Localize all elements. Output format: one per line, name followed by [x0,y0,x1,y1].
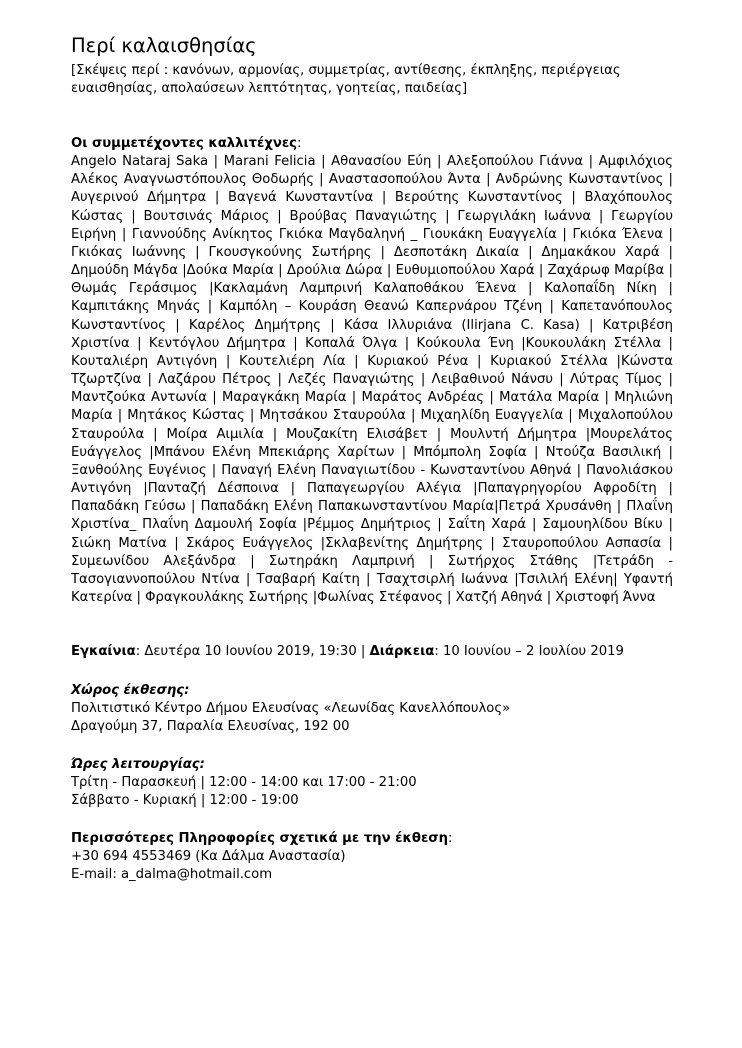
document-subtitle: [Σκέψεις περί : κανόνων, αρμονίας, συμμετρίας, αντίθεσης, έκπληξης, περιέργειας ευαισθησίας, απολαύσεων λεπτότητας, γοητείας, παιδείας] [71,63,621,96]
info-label: Περισσότερες Πληροφορίες σχετικά με την έκθεση [71,831,448,847]
info-heading [71,830,673,848]
artists-list: Angelo Nataraj Saka | Marani Felicia | Αθανασίου Εύη | Αλεξοπούλου Γιάννα | Αμφιλόχιος Αλέκος Αναγνωστόπουλος Θοδωρής | Αναστασοπούλου Άντα | Ανδρώνης Κωνσταντίνος | Αυγερινού Δήμητρα | Βαγενά Κωνσταντίνα | Βερούτης Κωνσταντίνος | Βλαχόπουλος Κώστας | Βουτσινάς Μάριος | Βρούβας Παναγιώτης | Γεωργιλάκη Ιωάννα | Γεωργίου Ειρήνη | Γιαννούδης Ανίκητος Γκιόκα Μαγδαληνή _ Γιουκάκη Ευαγγελία | Γκιόκα Έλενα | Γκιόκας Ιωάννης | Γκουσγκούνης Σωτήρης | Δεσποτάκη Δικαία | Δημακάκου Χαρά | Δημούδη Μάγδα |Δούκα Μαρία | Δρούλια Δώρα | Ευθυμιοπούλου Χαρά | Ζαχάρωφ Μαρίβα | Θωμάς Γεράσιμος |Κακλαμάνη Λαμπρινή Καλαποθάκου Έλενα | Καλοπαΐδη Νίκη | Καμπιτάκης Μηνάς | Καμπόλη – Κουράση Θεανώ Καπερνάρου Τζένη | Καπετανόπουλος Κωνσταντίνος | Καρέλος Δημήτρης | Κάσα Ιλλυριάνα (Ilirjana C. Kasa) | Κατριβέση Χριστίνα | Κεντόγλου Δήμητρα | Κοπαλά Όλγα | Κούκουλα Ένη |Κουκουλάκη Στέλλα | Κουταλιέρη Αντιγόνη | Κουτελιέρη Λία | Κυριακού Ρένα | Κυριακού Στέλλα |Κώνστα Τζωρτζίνα | Λαζάρου Πέτρος | Λεζές Παναγιώτης | Λειβαθινού Νάνσυ | Λύτρας Τίμος |Μαντζούκα Αντωνία | Μαραγκάκη Μαρία | Μαράτος Ανδρέας | Ματάλα Μαρία | Μηλιώνη Μαρία | Μητάκος Κώστας | Μητσάκου Σταυρούλα | Μιχαηλίδη Ευαγγελία | Μιχαλοπούλου Σταυρούλα | Μοίρα Αιμιλία | Μουζακίτη Ελισάβετ | Μουλντή Δήμητρα |Μουρελάτος Ευάγγελος |Μπάνου Ελένη Μπεκιάρης Χαρίτων | Μπόμπολη Σοφία | Ντούζα Βασιλική | Ξανθούλης Ευγένιος | Παναγή Ελένη Παναγιωτίδου - Κωνσταντίνου Αθηνά | Πανολιάσκου Αντιγόνη |Πανταζή Δέσποινα | Παπαγεωργίου Αλέγια |Παπαγρηγορίου Αφροδίτη | Παπαδάκη Γεύσω | Παπαδάκη Ελένη Παπακωνσταντίνου Μαρία|Πετρά Χρυσάνθη | Πλαΐνη Χριστίνα_ Πλαΐνη Δαμουλή Σοφία |Ρέμμος Δημήτριος | Σαΐτη Χαρά | Σαμουηλίδου Βίκυ | Σιώκη Ματίνα | Σκάρος Ευάγγελος |Σκλαβενίτης Δημήτρης | Σταυροπούλου Ασπασία | Συμεωνίδου Αλεξάνδρα | Σωτηράκη Λαμπρινή | Σωτήρχος Στάθης |Τετράδη - Τασογιαννοπούλου Ντίνα | Τσαβαρή Καίτη | Τσαχτσιρλή Ιωάννα |Τσιλιλή Ελένη| Υφαντή Κατερίνα | Φραγκουλάκης Σωτήρης |Φωλίνας Στέφανος | Χατζή Αθηνά | Χριστοφή Άννα [71,154,673,606]
opening-date: : Δευτέρα 10 Ιουνίου 2019, 19:30 | [135,644,370,660]
info-label-colon: : [447,831,453,847]
document-title: Περί καλαισθησίας [71,34,257,57]
artists-heading-colon: : [297,136,302,151]
venue-label: Χώρος έκθεσης: [71,683,190,699]
hours-weekdays: Τρίτη - Παρασκευή | 12:00 - 14:00 και 17:00 - 21:00 [71,775,417,791]
duration-dates: : 10 Ιουνίου – 2 Ιουλίου 2019 [434,644,624,660]
info-email: E-mail: a_dalma@hotmail.com [71,867,273,883]
artists-heading-label: Οι συμμετέχοντες καλλιτέχνες [71,136,297,151]
hours-section [71,756,673,810]
document-page [71,34,673,884]
artists-heading [71,135,673,153]
hours-weekend: Σάββατο - Κυριακή | 12:00 - 19:00 [71,793,299,809]
venue-section [71,682,673,736]
opening-line [71,643,673,661]
info-section [71,830,673,884]
info-phone: +30 694 4553469 (Κα Δάλμα Αναστασία) [71,849,346,865]
venue-address: Δραγούμη 37, Παραλία Ελευσίνας, 192 00 [71,719,350,735]
venue-name: Πολιτιστικό Κέντρο Δήμου Ελευσίνας «Λεωνίδας Κανελλόπουλος» [71,701,511,717]
opening-label: Εγκαίνια [71,644,136,660]
hours-label: Ώρες λειτουργίας: [71,757,205,773]
duration-label: Διάρκεια [369,644,435,660]
